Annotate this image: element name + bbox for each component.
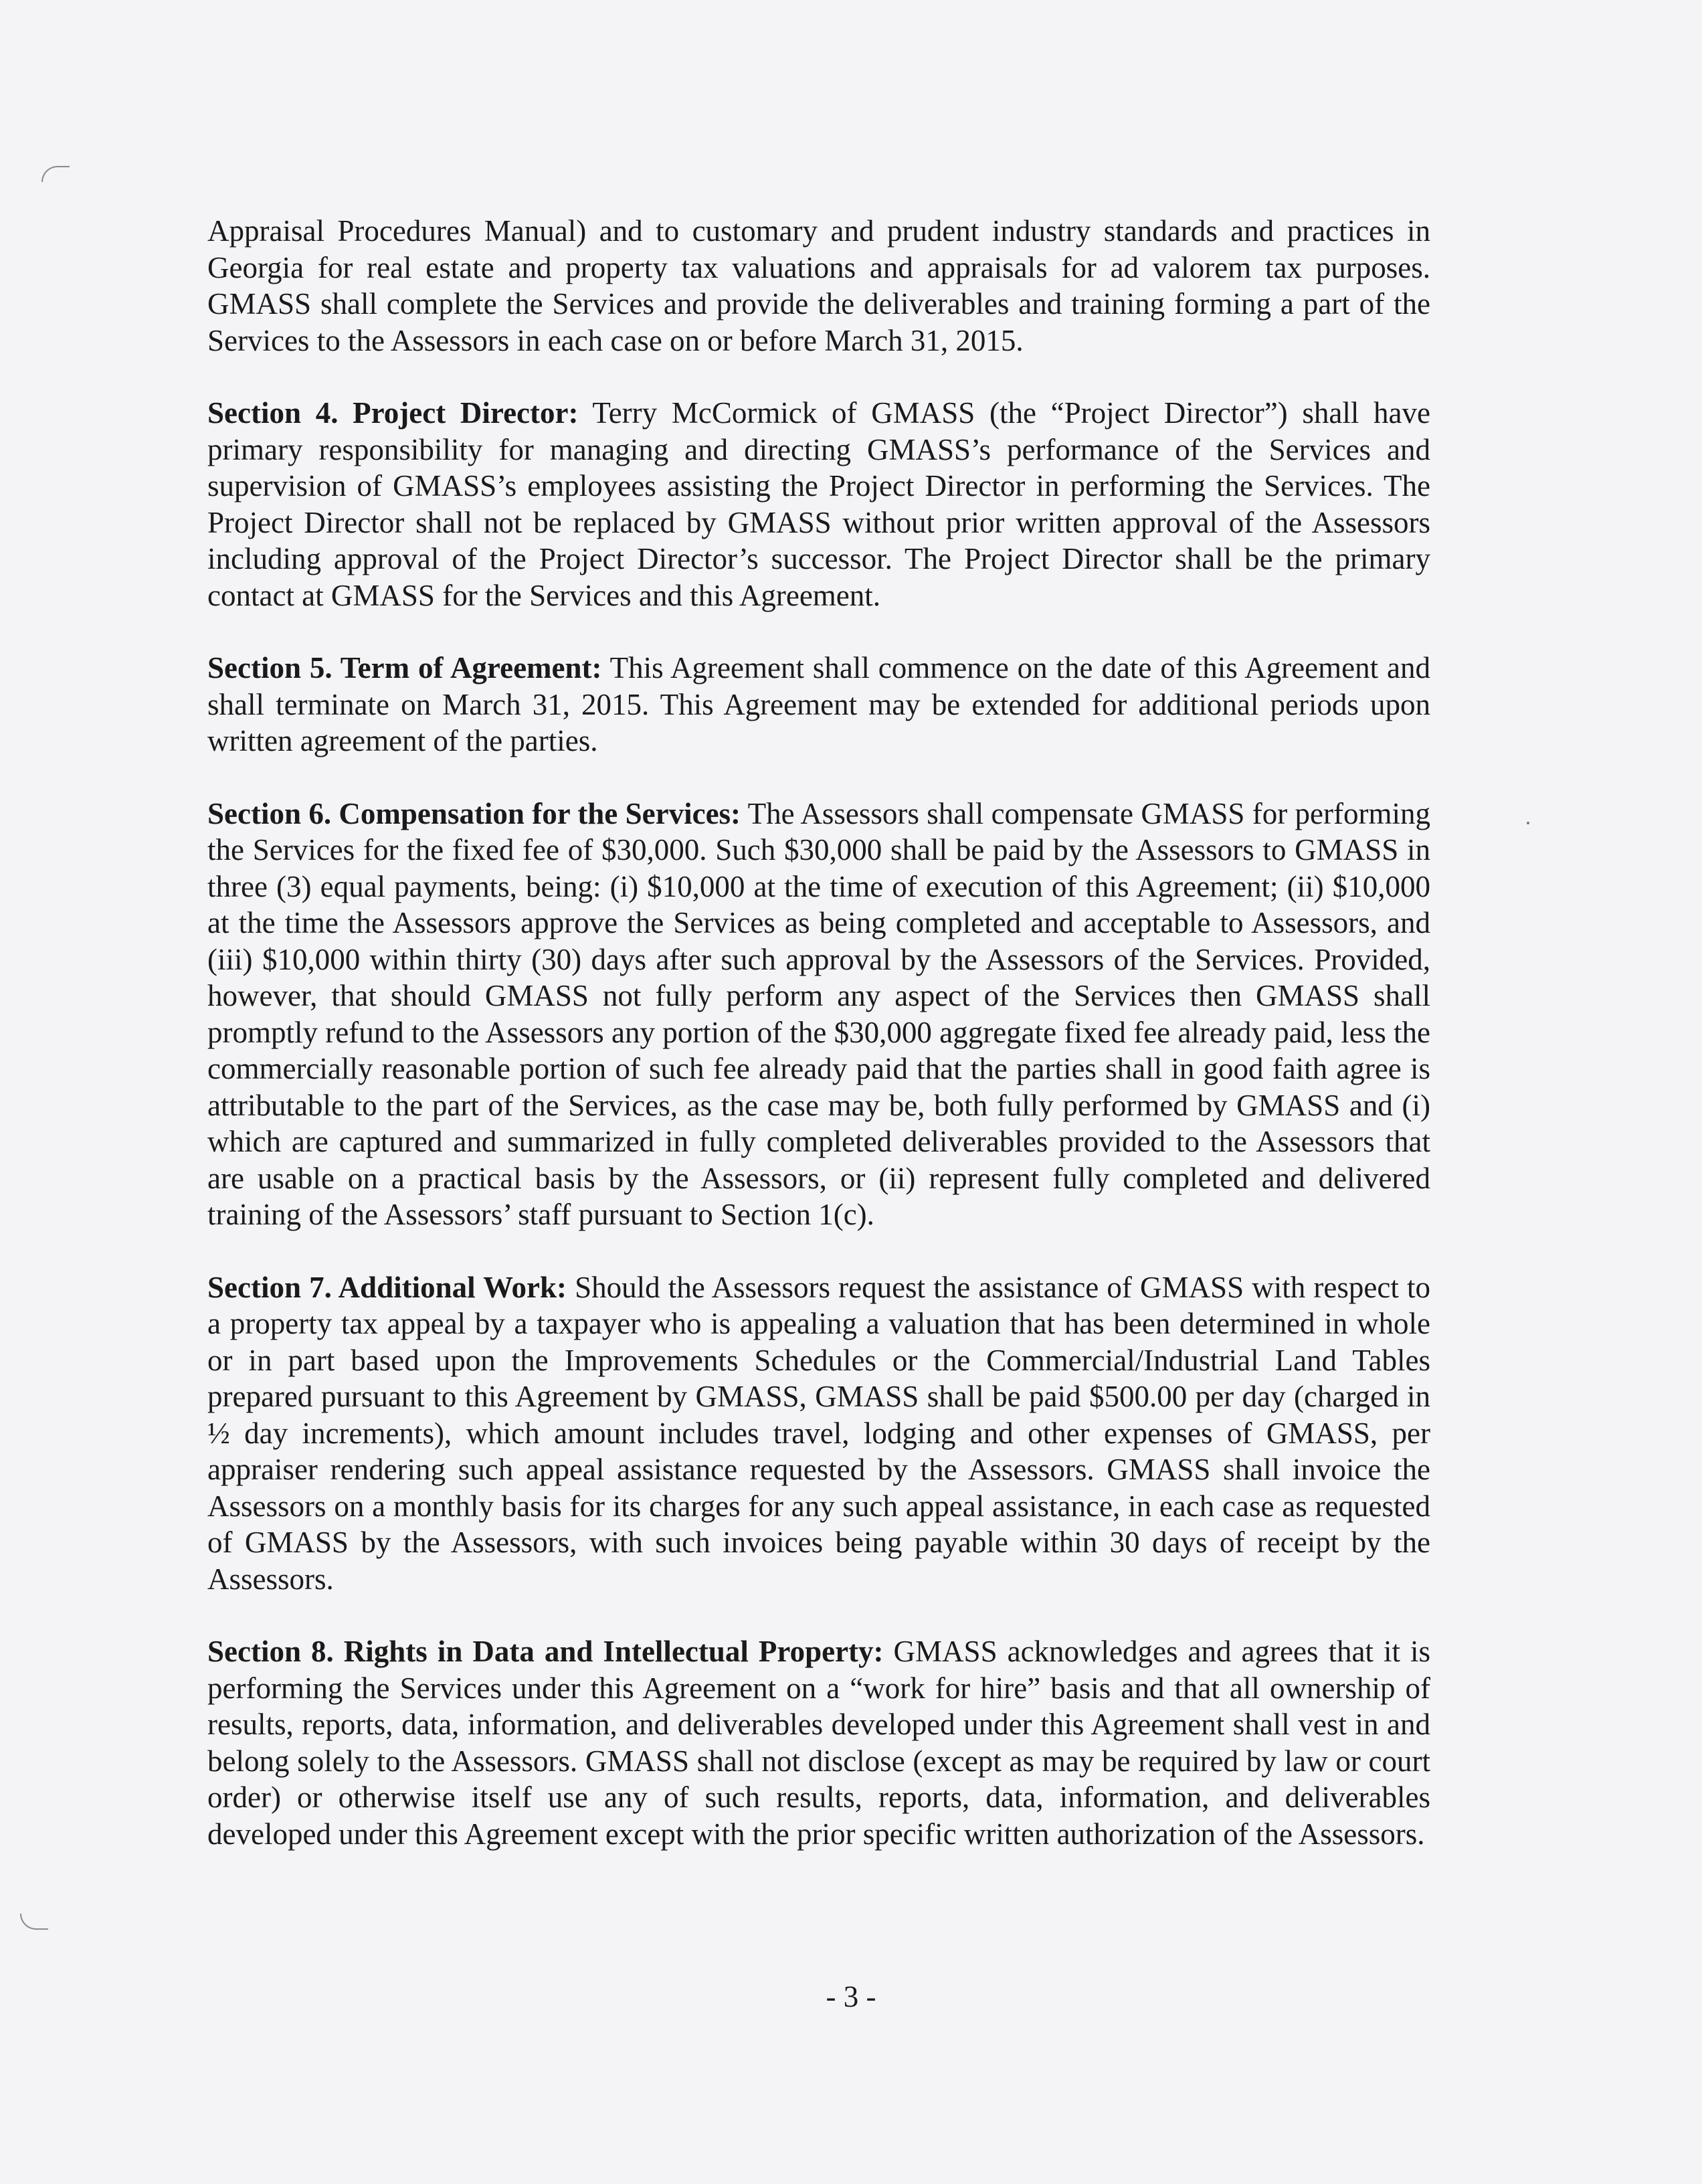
section-6-heading: Section 6. Compensation for the Services: xyxy=(207,796,741,830)
document-page xyxy=(207,213,1430,1888)
page-number: - 3 - xyxy=(826,1980,876,2013)
section-8-body: GMASS acknowledges and agrees that it is performing the Services under this Agreement on a “work for hire” basis and that all ownership of results, reports, data, information, and deliverables developed under this Agreement shall vest in and belong solely to the Assessors. GMASS shall not disclose (except as may be required by law or court order) or otherwise itself use any of such results, reports, data, information, and deliverables developed under this Agreement except with the prior specific written authorization of the Assessors. xyxy=(207,1635,1430,1851)
section-7-heading: Section 7. Additional Work: xyxy=(207,1270,567,1304)
section-4-paragraph xyxy=(207,395,1430,614)
section-6-body: The Assessors shall compensate GMASS for performing the Services for the fixed fee of $30,000. Such $30,000 shall be paid by the Assessors to GMASS in three (3) equal payments, being: (i) $10,000 at the time of execution of this Agreement; (ii) $10,000 at the time the Assessors approve the Services as being completed and acceptable to Assessors, and (iii) $10,000 within thirty (30) days after such approval by the Assessors of the Services. Provided, however, that should GMASS not fully perform any aspect of the Services then GMASS shall promptly refund to the Assessors any portion of the $30,000 aggregate fixed fee already paid, less the commercially reasonable portion of such fee already paid that the parties shall in good faith agree is attributable to the part of the Services, as the case may be, both fully performed by GMASS and (i) which are captured and summarized in fully completed deliverables provided to the Assessors that are usable on a practical basis by the Assessors, or (ii) represent fully completed and delivered training of the Assessors’ staff pursuant to Section 1(c). xyxy=(207,796,1430,1231)
section-7-paragraph xyxy=(207,1269,1430,1598)
scan-artifact-dot xyxy=(1527,822,1529,824)
scan-artifact-mark xyxy=(20,1914,48,1930)
section-4-body: Terry McCormick of GMASS (the “Project Director”) shall have primary responsibility for managing and directing GMASS’s performance of the Services and supervision of GMASS’s employees assisting the Project Director in performing the Services. The Project Director shall not be replaced by GMASS without prior written approval of the Assessors including approval of the Project Director’s successor. The Project Director shall be the primary contact at GMASS for the Services and this Agreement. xyxy=(207,396,1430,612)
scan-artifact-mark xyxy=(41,166,70,182)
section-8-heading: Section 8. Rights in Data and Intellectual Property: xyxy=(207,1635,884,1668)
section-6-paragraph xyxy=(207,796,1430,1233)
section-8-paragraph xyxy=(207,1633,1430,1852)
section-7-body: Should the Assessors request the assistance of GMASS with respect to a property tax appeal by a taxpayer who is appealing a valuation that has been determined in whole or in part based upon the Improvements Schedules or the Commercial/Industrial Land Tables prepared pursuant to this Agreement by GMASS, GMASS shall be paid $500.00 per day (charged in ½ day increments), which amount includes travel, lodging and other expenses of GMASS, per appraiser rendering such appeal assistance requested by the Assessors. GMASS shall invoice the Assessors on a monthly basis for its charges for any such appeal assistance, in each case as requested of GMASS by the Assessors, with such invoices being payable within 30 days of receipt by the Assessors. xyxy=(207,1270,1430,1596)
section-5-body: This Agreement shall commence on the date of this Agreement and shall terminate on March 31, 2015. This Agreement may be extended for additional periods upon written agreement of the parties. xyxy=(207,651,1430,757)
intro-paragraph: Appraisal Procedures Manual) and to customary and prudent industry standards and practices in Georgia for real estate and property tax valuations and appraisals for ad valorem tax purposes. GMASS shall complete the Services and provide the deliverables and training forming a part of the Services to the Assessors in each case on or before March 31, 2015. xyxy=(207,214,1430,357)
section-5-heading: Section 5. Term of Agreement: xyxy=(207,651,602,685)
section-5-paragraph xyxy=(207,650,1430,759)
section-4-heading: Section 4. Project Director: xyxy=(207,396,579,430)
